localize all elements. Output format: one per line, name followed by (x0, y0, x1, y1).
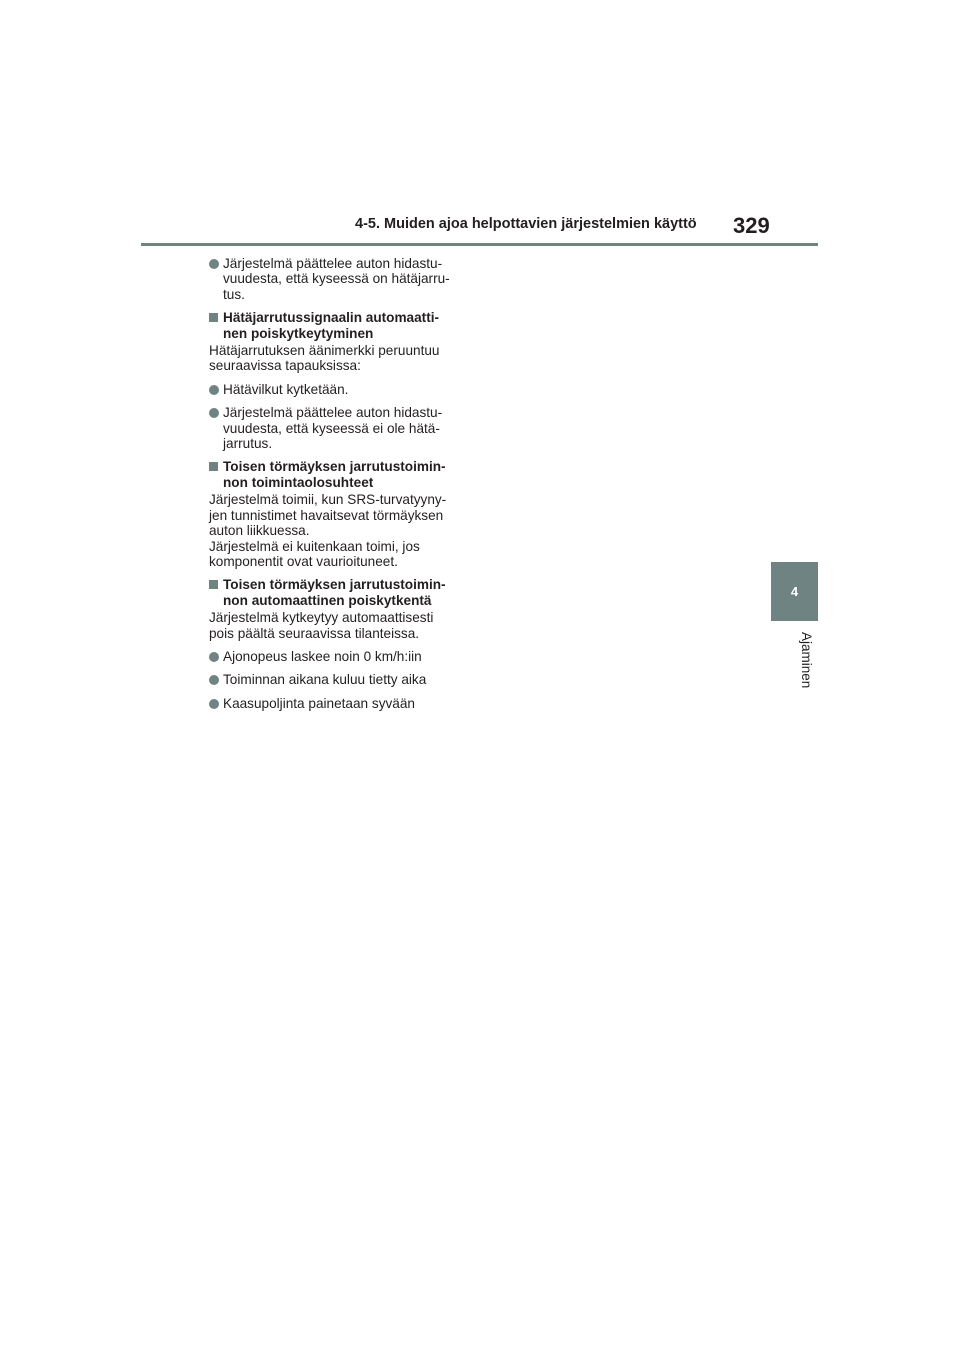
bullet-dot-icon (209, 652, 219, 662)
bullet-item (209, 696, 479, 711)
bullet-text: Kaasupoljinta painetaan syvään (223, 695, 415, 711)
heading-text: non automaattinen poiskytkentä (223, 592, 432, 608)
paragraph-line: pois päältä seuraavissa tilanteissa. (209, 625, 420, 641)
chapter-number: 4 (790, 584, 799, 599)
bullet-text: vuudesta, että kyseessä ei ole hätä- (223, 420, 440, 436)
bullet-text: Toiminnan aikana kuluu tietty aika (223, 672, 427, 688)
bullet-dot-icon (209, 699, 219, 709)
heading-text: Toisen törmäyksen jarrutustoimin- (223, 577, 446, 593)
paragraph-line: seuraavissa tapauksissa: (209, 358, 361, 374)
section-heading (209, 310, 479, 341)
bullet-item (209, 405, 479, 451)
section-heading (209, 577, 479, 608)
heading-text: non toimintaolosuhteet (223, 474, 374, 490)
bullet-text: jarrutus. (223, 436, 273, 452)
paragraph-line: Järjestelmä ei kuitenkaan toimi, jos (209, 538, 420, 554)
header-divider (141, 243, 818, 246)
paragraph (209, 492, 479, 569)
bullet-item (209, 649, 479, 664)
main-content (209, 256, 479, 719)
square-bullet-icon (209, 313, 218, 322)
square-bullet-icon (209, 580, 218, 589)
bullet-item (209, 382, 479, 397)
paragraph (209, 610, 479, 641)
bullet-text: vuudesta, että kyseessä on hätäjarru- (223, 271, 450, 287)
bullet-text: Hätävilkut kytketään. (223, 381, 349, 397)
page-number: 329 (733, 213, 770, 238)
bullet-text: Järjestelmä päättelee auton hidastu- (223, 256, 443, 271)
bullet-dot-icon (209, 259, 219, 269)
bullet-text: Ajonopeus laskee noin 0 km/h:iin (223, 648, 422, 664)
heading-text: Hätäjarrutussignaalin automaatti- (223, 310, 440, 326)
heading-text: Toisen törmäyksen jarrutustoimin- (223, 459, 446, 475)
bullet-text: tus. (223, 286, 245, 302)
bullet-text: Järjestelmä päättelee auton hidastu- (223, 405, 443, 421)
bullet-dot-icon (209, 385, 219, 395)
paragraph-line: jen tunnistimet havaitsevat törmäyksen (209, 507, 444, 523)
square-bullet-icon (209, 462, 218, 471)
paragraph-line: komponentit ovat vaurioituneet. (209, 553, 398, 569)
paragraph (209, 343, 479, 374)
paragraph-line: Hätäjarrutuksen äänimerkki peruuntuu (209, 343, 440, 359)
section-title: 4-5. Muiden ajoa helpottavien järjestelmien käyttö (355, 216, 697, 232)
section-heading (209, 459, 479, 490)
bullet-dot-icon (209, 408, 219, 418)
paragraph-line: Järjestelmä toimii, kun SRS-turvatyyny- (209, 492, 447, 508)
chapter-tab (771, 562, 818, 621)
paragraph-line: Järjestelmä kytkeytyy automaattisesti (209, 610, 434, 626)
bullet-item (209, 672, 479, 687)
chapter-label: Ajaminen (799, 632, 814, 689)
bullet-item (209, 256, 479, 302)
heading-text: nen poiskytkeytyminen (223, 325, 374, 341)
paragraph-line: auton liikkuessa. (209, 523, 310, 539)
bullet-dot-icon (209, 675, 219, 685)
